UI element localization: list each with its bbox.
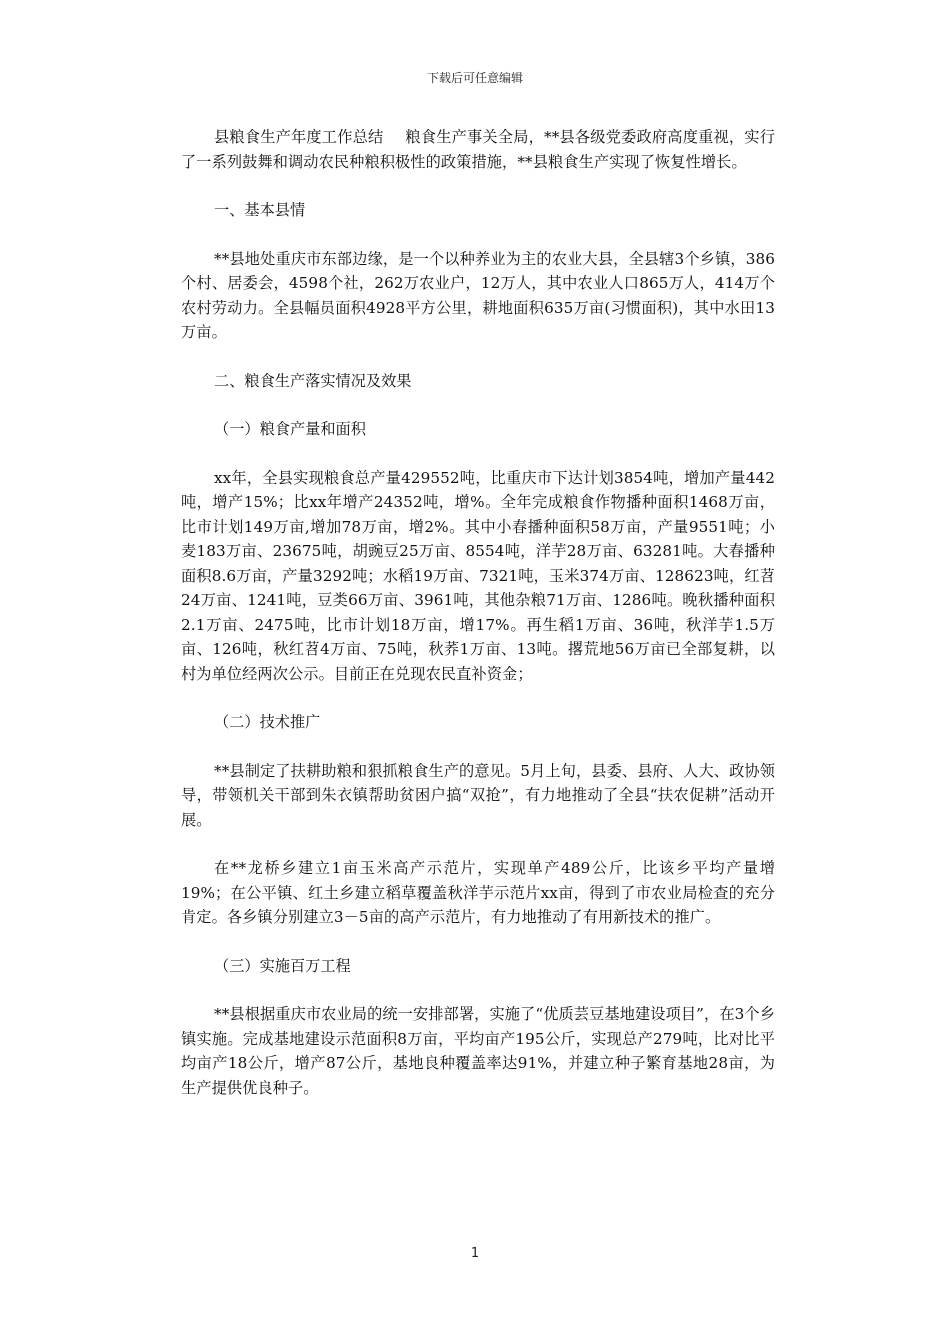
intro-text: 粮食生产事关全局，**县各级党委政府高度重视，实行了一系列鼓舞和调动农民种粮积极性的政策措施，**县粮食生产实现了恢复性增长。	[181, 128, 775, 171]
document-title: 县粮食生产年度工作总结	[214, 128, 384, 146]
paragraph-million-project: **县根据重庆市农业局的统一安排部署，实施了“优质芸豆基地建设项目”，在3个乡镇实施。完成基地建设示范面积8万亩，平均亩产195公斤，实现总产279吨，比对比平均亩产18公斤，增产87公斤，基地良种覆盖率达91%，并建立种子繁育基地28亩，为生产提供优良种子。	[181, 1005, 775, 1097]
paragraph-tech-promotion-2: 在**龙桥乡建立1亩玉米高产示范片，实现单产489公斤，比该乡平均产量增19%；在公平镇、红土乡建立稻草覆盖秋洋芋示范片xx亩，得到了市农业局检查的充分肯定。各乡镇分别建立3－5亩的高产示范片，有力地推动了有用新技术的推广。	[181, 859, 775, 926]
subheading-output-area: （一）粮食产量和面积	[214, 420, 366, 438]
document-body	[181, 125, 775, 1124]
subheading-million-project: （三）实施百万工程	[214, 956, 351, 975]
subheading-tech-promotion: （二）技术推广	[214, 713, 321, 731]
page-number: 1	[470, 1246, 480, 1261]
paragraph-basic-info: **县地处重庆市东部边缘，是一个以种养业为主的农业大县，全县辖3个乡镇，386个村、居委会，4598个社，262万农业户，12万人，其中农业人口865万人，414万个农村劳动力。全县幅员面积4928平方公里，耕地面积635万亩(习惯面积)，其中水田13万亩。	[181, 249, 775, 341]
section-heading-basic: 一、基本县情	[214, 201, 306, 219]
section-heading-implementation: 二、粮食生产落实情况及效果	[214, 371, 412, 390]
header-note: 下载后可任意编辑	[426, 71, 523, 85]
intro-paragraph	[181, 125, 775, 174]
paragraph-output-area: xx年，全县实现粮食总产量429552吨，比重庆市下达计划3854吨，增加产量442吨，增产15%；比xx年增产24352吨，增%。全年完成粮食作物播种面积1468万亩，比市计划149万亩,增加78万亩，增2%。其中小春播种面积58万亩，产量9551吨；小麦183万亩、23675吨，胡豌豆25万亩、8554吨，洋芋28万亩、63281吨。大春播种面积8.6万亩，产量3292吨；水稻19万亩、7321吨，玉米374万亩、128623吨，红苕24万亩、1241吨，豆类66万亩、3961吨，其他杂粮71万亩、1286吨。晚秋播种面积2.1万亩、2475吨，比市计划18万亩，增17%。再生稻1万亩、36吨，秋洋芋1.5万亩、126吨，秋红苕4万亩、75吨，秋荞1万亩、13吨。撂荒地56万亩已全部复耕，以村为单位经两次公示。目前正在兑现农民直补资金；	[181, 468, 775, 683]
paragraph-tech-promotion-1: **县制定了扶耕助粮和狠抓粮食生产的意见。5月上旬，县委、县府、人大、政协领导，带领机关干部到朱衣镇帮助贫困户搞“双抢”，有力地推动了全县“扶农促耕”活动开展。	[181, 761, 775, 829]
